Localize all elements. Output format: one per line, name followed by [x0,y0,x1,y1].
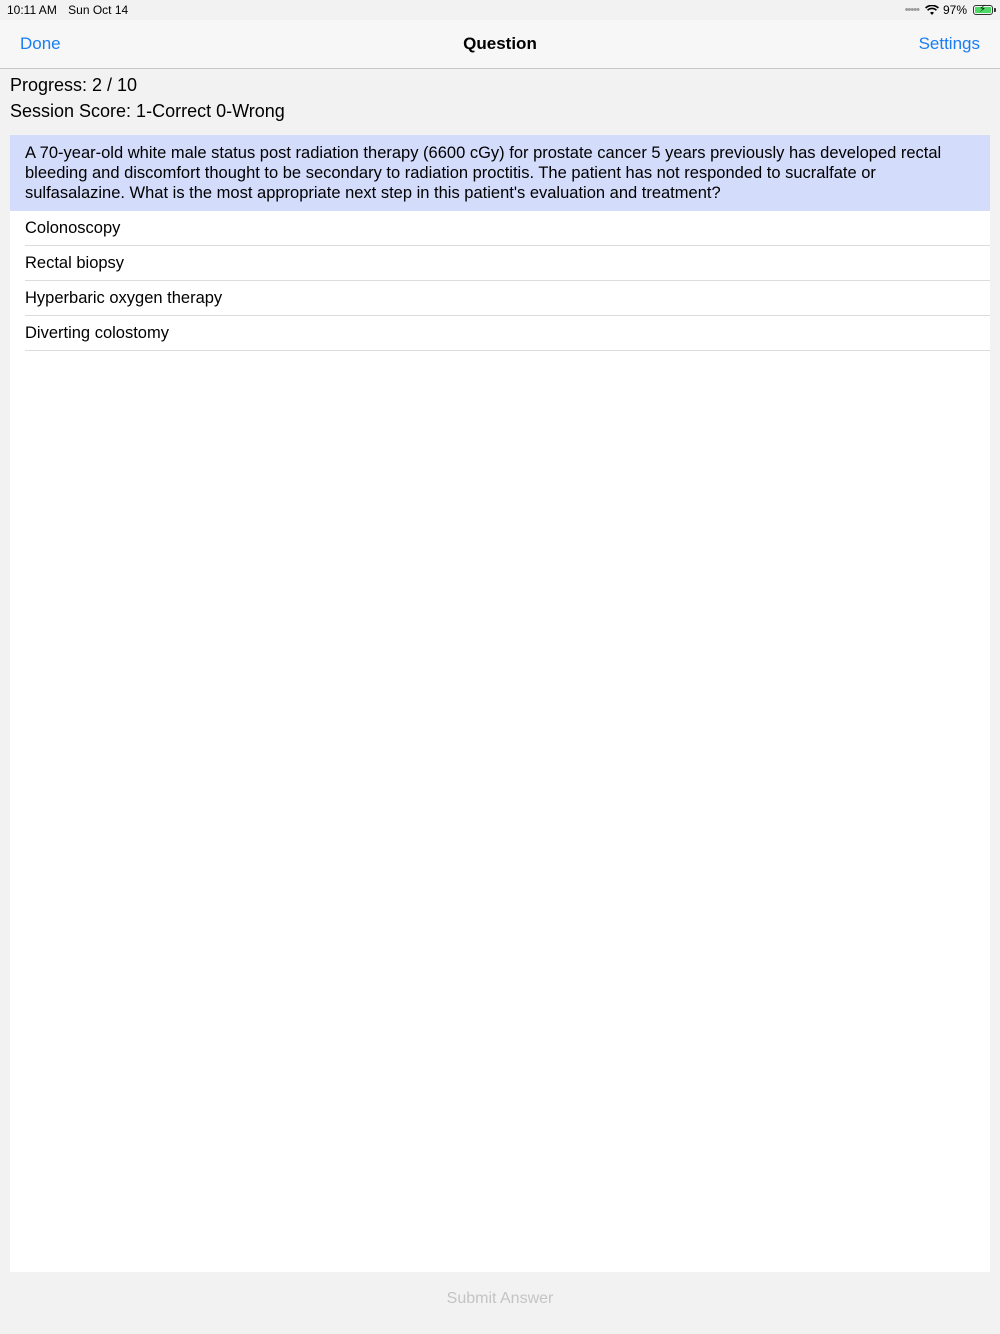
battery-tip [994,8,996,12]
status-bar [0,0,1000,20]
answer-option[interactable]: Colonoscopy [10,211,990,246]
session-info [10,72,285,124]
battery-icon [973,5,993,15]
answer-option[interactable]: Rectal biopsy [10,246,990,281]
settings-button[interactable]: Settings [918,34,980,53]
submit-answer-button[interactable]: Submit Answer [446,1290,554,1307]
progress-label: Progress: 2 / 10 [10,75,138,95]
session-score-label: Session Score: 1-Correct 0-Wrong [10,101,285,121]
answer-option[interactable]: Hyperbaric oxygen therapy [10,281,990,316]
status-left [7,3,136,17]
status-time: 10:11 AM [7,3,57,17]
bolt-icon: ⚡ [979,4,987,15]
battery-percent: 97% [942,3,967,17]
question-panel [10,135,990,1272]
navigation-bar [0,20,1000,69]
wifi-icon [925,5,939,16]
status-right [905,3,993,17]
answer-option[interactable]: Diverting colostomy [10,316,990,351]
answer-list [10,211,990,351]
status-date: Sun Oct 14 [68,3,129,17]
page-title: Question [463,34,537,53]
question-text: A 70-year-old white male status post radiation therapy (6600 cGy) for prostate cancer 5 years previously has developed rectal bleeding and discomfort thought to be secondary to radiation proctitis. The patient has not responded to sucralfate or sulfasalazine. What is the most appropriate next step in this patient's evaluation and treatment? [10,135,990,211]
cellular-dots-icon: ••••• [904,4,919,16]
done-button[interactable]: Done [20,34,61,53]
